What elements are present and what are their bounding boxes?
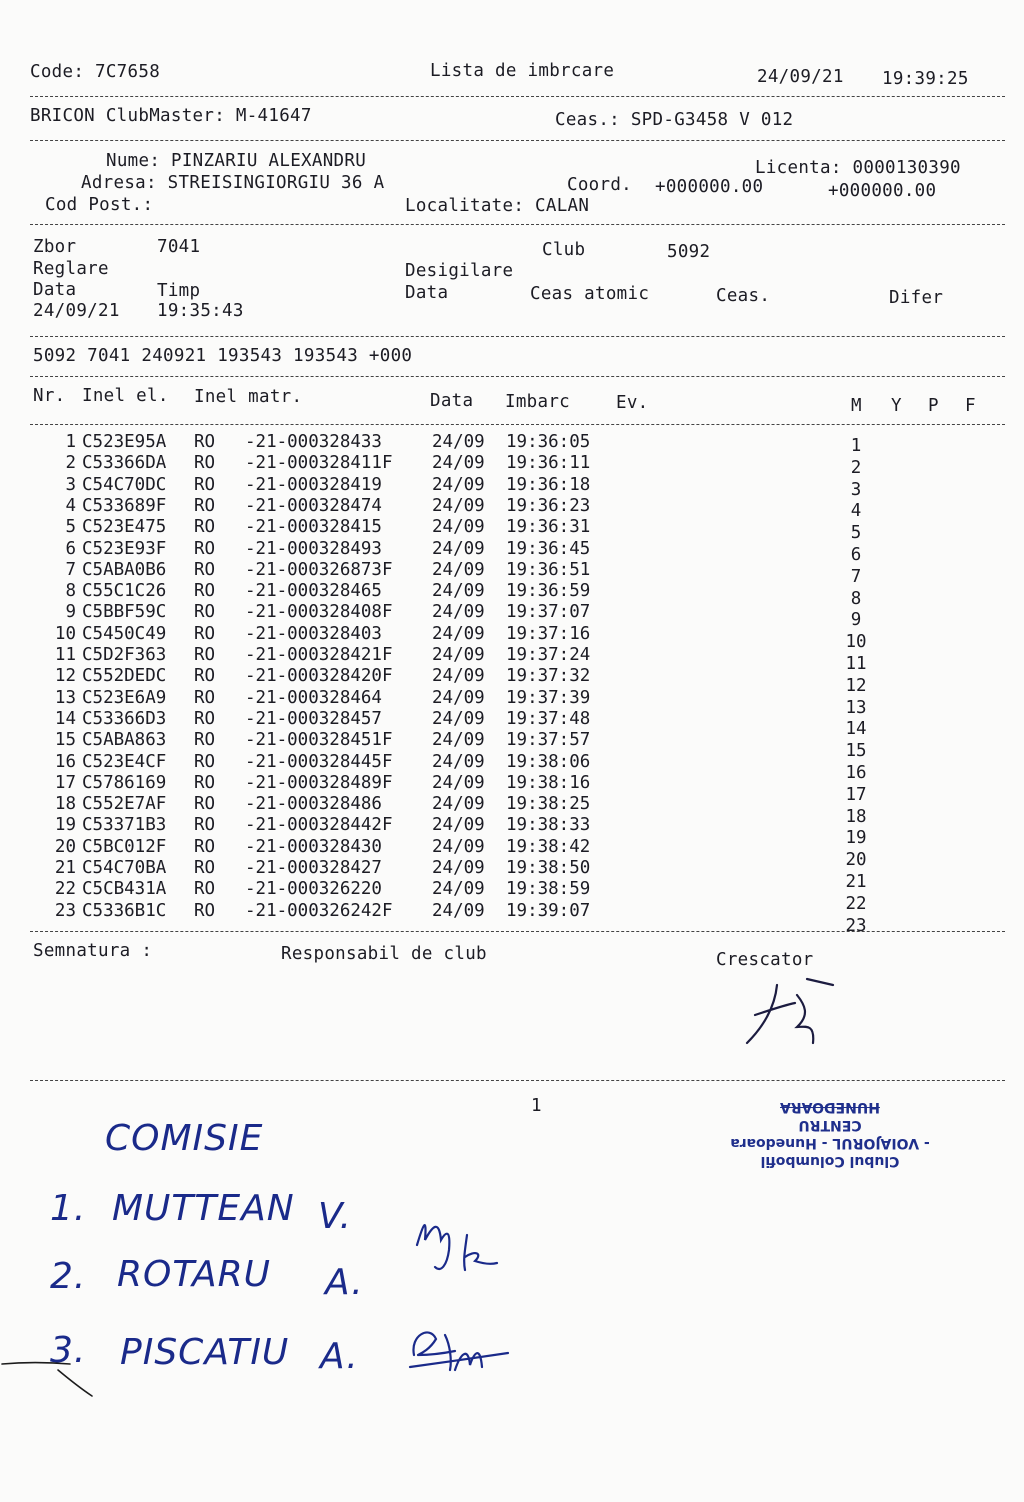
stamp-line: HUNEDOARA: [780, 1099, 880, 1115]
member-number: 1.: [50, 1188, 87, 1229]
row-number: 22: [54, 879, 76, 900]
flight-code-line: 5092 7041 240921 193543 193543 +000: [33, 346, 413, 366]
code-label: Code: 7C7658: [30, 62, 161, 82]
basketing-time: 19:36:59: [506, 581, 591, 602]
table-row: [0, 538, 1024, 565]
position-m: 23: [845, 915, 867, 936]
coord-label: Coord.: [567, 175, 633, 195]
electronic-ring: C523E6A9: [82, 687, 167, 708]
page-number: 1: [531, 1096, 542, 1116]
electronic-ring: C5BC012F: [82, 836, 167, 857]
member-underline: [0, 1340, 100, 1400]
ring-number: -21-000328489F: [245, 772, 393, 793]
divider: [30, 336, 1005, 337]
member-name: MUTTEAN: [112, 1188, 295, 1229]
row-number: 6: [65, 538, 76, 559]
country-code: RO: [194, 623, 216, 644]
row-number: 8: [65, 581, 76, 602]
electronic-ring: C523E95A: [82, 432, 167, 452]
row-number: 3: [65, 474, 76, 495]
difference-label: Difer: [889, 288, 944, 308]
table-row: [0, 517, 1024, 544]
ring-number: -21-000328408F: [245, 602, 393, 623]
table-row: [0, 559, 1024, 587]
col-m: M: [851, 396, 862, 416]
row-number: 7: [65, 559, 76, 580]
coord-lon: +000000.00: [828, 181, 937, 201]
basketing-time: 19:37:39: [506, 687, 591, 708]
ring-number: -21-000328451F: [245, 730, 393, 751]
owner-name: Nume: PINZARIU ALEXANDRU: [106, 151, 367, 171]
table-row: [0, 645, 1024, 674]
position-m: 17: [845, 784, 867, 805]
breeder-signature: [735, 965, 845, 1055]
electronic-ring: C53371B3: [82, 815, 167, 836]
electronic-ring: C5CB431A: [82, 879, 167, 900]
position-m: 9: [850, 610, 862, 631]
country-code: RO: [194, 517, 216, 538]
country-code: RO: [194, 474, 216, 495]
unsealing-date-label: Data: [405, 283, 449, 303]
basketing-date: 24/09: [432, 666, 485, 687]
basketing-date: 24/09: [432, 900, 485, 921]
document-title: Lista de imbrcare: [430, 61, 615, 81]
postal-code-label: Cod Post.:: [45, 195, 154, 215]
position-m: 22: [845, 893, 867, 914]
ring-number: -21-000328403: [245, 623, 382, 644]
basketing-time: 19:37:48: [506, 708, 591, 729]
basketing-date: 24/09: [432, 495, 485, 516]
table-row: [0, 453, 1024, 478]
divider: [30, 376, 1005, 377]
electronic-ring: C5786169: [82, 772, 167, 793]
basketing-time: 19:38:25: [506, 794, 591, 815]
ring-number: -21-000328445F: [245, 751, 393, 772]
divider: [30, 224, 1005, 225]
basketing-date: 24/09: [432, 730, 485, 751]
basketing-time: 19:37:24: [506, 645, 591, 665]
col-date: Data: [430, 391, 474, 411]
locality: Localitate: CALAN: [405, 196, 590, 216]
divider: [30, 424, 1005, 425]
col-f: F: [965, 396, 976, 416]
position-m: 2: [850, 457, 862, 478]
country-code: RO: [194, 772, 216, 793]
club-stamp: [700, 1080, 960, 1170]
country-code: RO: [194, 879, 216, 900]
position-m: 20: [845, 850, 867, 871]
country-code: RO: [194, 538, 216, 559]
ring-number: -21-000328411F: [245, 453, 393, 474]
licence-number: Licenta: 0000130390: [755, 158, 961, 178]
row-number: 16: [54, 751, 76, 772]
row-number: 15: [54, 730, 76, 751]
electronic-ring: C523E475: [82, 517, 167, 538]
basketing-date: 24/09: [432, 432, 485, 452]
ring-number: -21-000328419: [245, 474, 382, 495]
electronic-ring: C5BBF59C: [82, 602, 167, 623]
basketing-date: 24/09: [432, 474, 485, 495]
row-number: 4: [65, 495, 76, 516]
basketing-time: 19:36:45: [506, 538, 591, 559]
divider: [30, 140, 1005, 141]
flight-number: 7041: [157, 237, 201, 257]
country-code: RO: [194, 815, 216, 836]
basketing-date: 24/09: [432, 453, 485, 474]
row-number: 2: [65, 453, 76, 474]
row-number: 21: [54, 858, 76, 878]
member-signature: [400, 1315, 520, 1385]
basketing-date: 24/09: [432, 858, 485, 878]
signature-label: Semnatura :: [33, 941, 153, 961]
electronic-ring: C53366D3: [82, 708, 167, 729]
country-code: RO: [194, 708, 216, 729]
electronic-ring: C53366DA: [82, 453, 167, 474]
member-initial: A.: [325, 1262, 364, 1303]
basketing-time: 19:36:18: [506, 474, 591, 495]
breeder-label: Crescator: [716, 950, 814, 970]
position-m: 1: [850, 436, 862, 456]
divider: [30, 931, 1005, 932]
row-number: 12: [54, 666, 76, 687]
country-code: RO: [194, 581, 216, 602]
basketing-time: 19:39:07: [506, 900, 591, 921]
ring-number: -21-000328493: [245, 538, 382, 559]
ring-number: -21-000328465: [245, 581, 382, 602]
table-row: [0, 687, 1024, 718]
row-number: 11: [54, 645, 76, 665]
electronic-ring: C5450C49: [82, 623, 167, 644]
position-m: 13: [845, 697, 867, 718]
member-initial: A.: [320, 1336, 359, 1377]
setting-date-label: Data: [33, 280, 77, 300]
table-row: [0, 581, 1024, 609]
position-m: 21: [845, 872, 867, 892]
basketing-time: 19:37:32: [506, 666, 591, 687]
ring-number: -21-000328433: [245, 432, 382, 452]
print-time: 19:39:25: [882, 69, 969, 89]
ring-number: -21-000328486: [245, 794, 382, 815]
position-m: 14: [845, 719, 867, 740]
row-number: 23: [54, 900, 76, 921]
basketing-date: 24/09: [432, 581, 485, 602]
electronic-ring: C5ABA0B6: [82, 559, 167, 580]
position-m: 8: [850, 588, 862, 609]
position-m: 11: [845, 654, 867, 674]
basketing-time: 19:38:42: [506, 836, 591, 857]
basketing-time: 19:38:16: [506, 772, 591, 793]
basketing-date: 24/09: [432, 623, 485, 644]
basketing-date: 24/09: [432, 772, 485, 793]
col-p: P: [928, 396, 939, 416]
position-m: 7: [850, 566, 862, 587]
stamp-line: Clubul Columbofil: [760, 1153, 900, 1169]
ring-number: -21-000328420F: [245, 666, 393, 687]
row-number: 14: [54, 708, 76, 729]
electronic-ring: C552E7AF: [82, 794, 167, 815]
basketing-date: 24/09: [432, 836, 485, 857]
table-row: [0, 432, 1024, 456]
basketing-date: 24/09: [432, 708, 485, 729]
table-row: [0, 495, 1024, 522]
row-number: 1: [65, 432, 76, 452]
col-ring-number: Inel matr.: [194, 387, 303, 407]
member-initial: V.: [318, 1196, 352, 1237]
basketing-date: 24/09: [432, 602, 485, 623]
country-code: RO: [194, 687, 216, 708]
country-code: RO: [194, 666, 216, 687]
country-code: RO: [194, 432, 216, 452]
basketing-time: 19:36:51: [506, 559, 591, 580]
electronic-ring: C5336B1C: [82, 900, 167, 921]
table-row: [0, 666, 1024, 696]
basketing-date: 24/09: [432, 645, 485, 665]
position-m: 15: [845, 741, 867, 762]
basketing-time: 19:36:31: [506, 517, 591, 538]
position-m: 19: [845, 828, 867, 849]
basketing-date: 24/09: [432, 794, 485, 815]
table-row: [0, 708, 1024, 740]
basketing-time: 19:36:11: [506, 453, 591, 474]
flight-label: Zbor: [33, 237, 77, 257]
electronic-ring: C55C1C26: [82, 581, 167, 602]
setting-label: Reglare: [33, 259, 109, 279]
row-number: 20: [54, 836, 76, 857]
setting-time: 19:35:43: [157, 301, 244, 321]
basketing-time: 19:38:33: [506, 815, 591, 836]
member-name: PISCATIU: [120, 1332, 290, 1373]
country-code: RO: [194, 900, 216, 921]
basketing-date: 24/09: [432, 815, 485, 836]
electronic-ring: C54C70DC: [82, 474, 167, 495]
electronic-ring: C552DEDC: [82, 666, 167, 687]
ring-number: -21-000326873F: [245, 559, 393, 580]
member-signature: [405, 1195, 515, 1285]
ring-number: -21-000328464: [245, 687, 382, 708]
club-number: 5092: [667, 242, 711, 262]
country-code: RO: [194, 730, 216, 751]
country-code: RO: [194, 602, 216, 623]
row-number: 17: [54, 772, 76, 793]
basketing-time: 19:38:59: [506, 879, 591, 900]
country-code: RO: [194, 858, 216, 878]
ring-number: -21-000326242F: [245, 900, 393, 921]
basketing-time: 19:36:23: [506, 495, 591, 516]
country-code: RO: [194, 794, 216, 815]
basketing-time: 19:36:05: [506, 432, 591, 452]
electronic-ring: C5D2F363: [82, 645, 167, 665]
ring-number: -21-000326220: [245, 879, 382, 900]
basketing-date: 24/09: [432, 517, 485, 538]
table-row: [0, 623, 1024, 653]
basketing-date: 24/09: [432, 538, 485, 559]
basketing-time: 19:37:16: [506, 623, 591, 644]
row-number: 19: [54, 815, 76, 836]
ring-number: -21-000328421F: [245, 645, 393, 665]
member-number: 3.: [50, 1330, 87, 1371]
basketing-date: 24/09: [432, 879, 485, 900]
ring-number: -21-000328427: [245, 858, 382, 878]
col-event: Ev.: [616, 393, 649, 413]
position-m: 10: [845, 632, 867, 653]
col-y: Y: [891, 396, 902, 416]
row-number: 13: [54, 687, 76, 708]
member-number: 2.: [50, 1256, 87, 1297]
position-m: 3: [850, 479, 862, 500]
ring-number: -21-000328457: [245, 708, 382, 729]
row-number: 10: [54, 623, 76, 644]
clubmaster-id: BRICON ClubMaster: M-41647: [30, 106, 312, 126]
coord-lat: +000000.00: [655, 177, 764, 197]
electronic-ring: C5ABA863: [82, 730, 167, 751]
electronic-ring: C523E4CF: [82, 751, 167, 772]
row-number: 18: [54, 794, 76, 815]
clock-label: Ceas.: [716, 286, 771, 306]
row-number: 5: [65, 517, 76, 538]
position-m: 6: [850, 545, 862, 565]
electronic-ring: C54C70BA: [82, 858, 167, 878]
ring-number: -21-000328430: [245, 836, 382, 857]
basketing-time: 19:38:06: [506, 751, 591, 772]
stamp-line: CENTRU: [798, 1117, 862, 1133]
club-label: Club: [542, 240, 586, 260]
country-code: RO: [194, 645, 216, 665]
position-m: 5: [850, 523, 862, 544]
position-m: 16: [845, 763, 867, 783]
setting-time-label: Timp: [157, 281, 201, 301]
divider: [30, 96, 1005, 97]
print-date: 24/09/21: [757, 67, 844, 87]
commission-title: COMISIE: [105, 1118, 264, 1159]
atomic-clock-label: Ceas atomic: [530, 284, 650, 304]
club-responsible-label: Responsabil de club: [281, 944, 487, 964]
position-m: 18: [845, 806, 867, 827]
basketing-time: 19:37:57: [506, 730, 591, 751]
basketing-date: 24/09: [432, 751, 485, 772]
basketing-date: 24/09: [432, 687, 485, 708]
setting-date: 24/09/21: [33, 301, 120, 321]
col-basketing: Imbarc: [505, 392, 571, 412]
basketing-time: 19:37:07: [506, 602, 591, 623]
ring-number: -21-000328442F: [245, 815, 393, 836]
owner-address: Adresa: STREISINGIORGIU 36 A: [81, 173, 385, 193]
country-code: RO: [194, 751, 216, 772]
row-number: 9: [65, 602, 76, 623]
clock-id: Ceas.: SPD-G3458 V 012: [555, 110, 794, 130]
position-m: 12: [845, 675, 867, 696]
ring-number: -21-000328474: [245, 495, 382, 516]
col-nr: Nr.: [33, 386, 66, 406]
electronic-ring: C533689F: [82, 495, 167, 516]
member-name: ROTARU: [117, 1254, 272, 1295]
unsealing-label: Desigilare: [405, 261, 514, 281]
col-electronic-ring: Inel el.: [82, 386, 169, 406]
table-row: [0, 474, 1024, 500]
ring-number: -21-000328415: [245, 517, 382, 538]
country-code: RO: [194, 453, 216, 474]
country-code: RO: [194, 495, 216, 516]
stamp-line: - VOIAJORUL - Hunedoara: [730, 1135, 930, 1151]
country-code: RO: [194, 836, 216, 857]
table-row: [0, 900, 1024, 936]
table-row: [0, 602, 1024, 631]
country-code: RO: [194, 559, 216, 580]
position-m: 4: [850, 501, 862, 522]
basketing-time: 19:38:50: [506, 858, 591, 878]
electronic-ring: C523E93F: [82, 538, 167, 559]
basketing-date: 24/09: [432, 559, 485, 580]
